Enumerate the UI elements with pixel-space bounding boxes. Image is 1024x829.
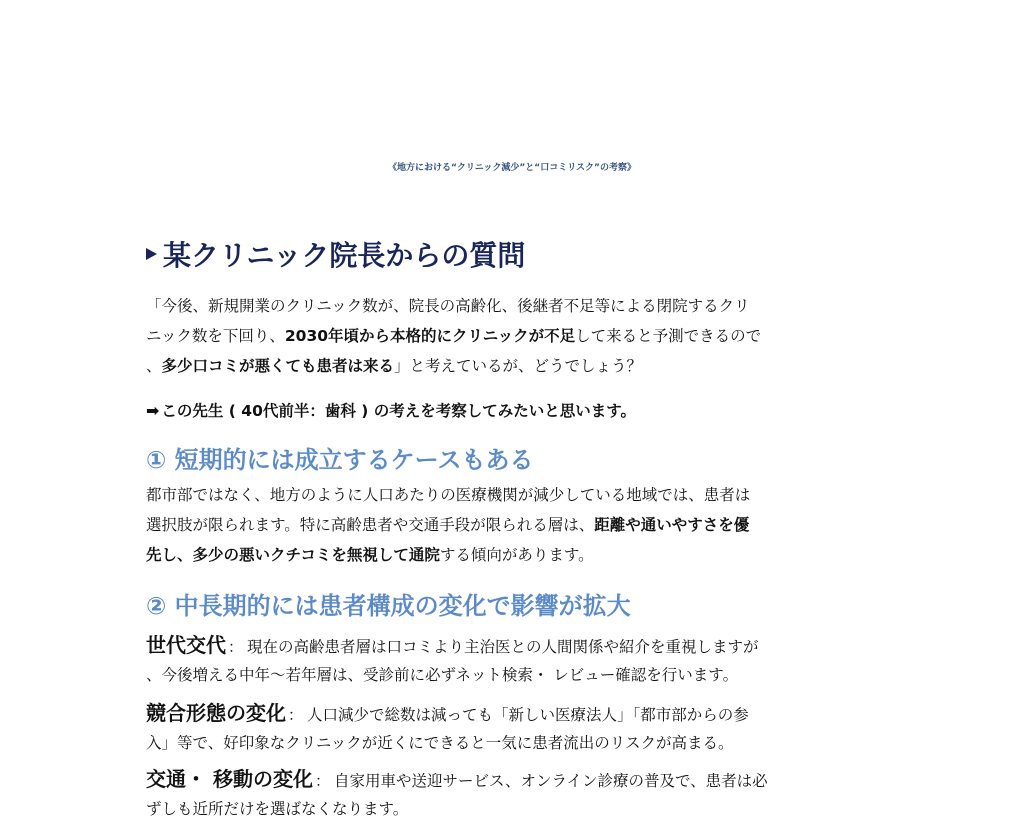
question-line-2: ニック数を下回り、2030年頃から本格的にクリニックが不足して来ると予測できるので: [146, 327, 762, 345]
question-line-1: 「今後、新規開業のクリニック数が、院長の高齢化、後継者不足等による閉院するクリ: [146, 297, 750, 315]
section-1-line-3: 先し、多少の悪いクチコミを無視して通院する傾向があります。: [146, 546, 594, 564]
section-1-line-1: 都市部ではなく、地方のように人口あたりの医療機関が減少している地域では、患者は: [146, 486, 751, 504]
section-2-item-3: [146, 764, 886, 824]
section-2-heading: ② 中長期的には患者構成の変化で影響が拡大: [146, 592, 631, 620]
section-2-item-1-line-1: 世代交代 ： 現在の高齢患者層は口コミより主治医との人間関係や紹介を重視しますが: [146, 633, 759, 657]
question-heading: [146, 234, 525, 274]
section-2-item-3-line-2: ずしも近所だけを選ばなくなります。: [146, 800, 409, 818]
item-term-transport: 交通・ 移動の変化: [146, 767, 313, 791]
section-2-item-3-line-1: 交通・ 移動の変化 ： 自家用車や送迎サービス、オンライン診療の普及で、患者は必: [146, 767, 768, 791]
triangle-bullet-icon: [146, 248, 157, 260]
right-arrow-icon: ➡: [146, 401, 160, 420]
question-emphasis-2030: 2030年頃から本格的にクリニックが不足: [284, 327, 576, 345]
section-2-item-2-line-1: 競合形態の変化 ： 人口減少で総数は減っても「新しい医療法人」「都市部からの参: [146, 701, 749, 725]
question-paragraph: [146, 291, 886, 381]
section-2-item-1-line-2: 、今後増える中年〜若年層は、受診前に必ずネット検索・ レビュー確認を行います。: [146, 666, 739, 684]
section-1-paragraph: [146, 480, 886, 570]
document-title: 《地方における“クリニック減少”と“口コミリスク”の考察》: [388, 163, 636, 173]
item-term-competition: 競合形態の変化: [146, 701, 286, 725]
section-1-line-2: 選択肢が限られます。特に高齢患者や交通手段が限られる層は、距離や通いやすさを優: [146, 516, 750, 534]
section-1-heading: ① 短期的には成立するケースもある: [146, 446, 534, 474]
question-heading-text: 某クリニック院長からの質問: [163, 239, 526, 272]
section-2-item-1: [146, 630, 886, 690]
section-1-emphasis-b: 先し、多少の悪いクチコミを無視して通院: [146, 546, 440, 564]
section-2-item-2: [146, 698, 886, 758]
question-emphasis-reviews: 多少口コミが悪くても患者は来る: [161, 357, 395, 375]
lead-sentence: [146, 396, 636, 426]
question-line-3: 、多少口コミが悪くても患者は来る」と考えているが、どうでしょう？: [146, 357, 643, 375]
item-term-generation: 世代交代: [146, 633, 226, 657]
section-1-emphasis-a: 距離や通いやすさを優: [594, 516, 750, 534]
lead-text: この先生 ( 40代前半：歯科 ) の考えを考察してみたいと思います。: [161, 402, 636, 420]
section-2-item-2-line-2: 入」等で、好印象なクリニックが近くにできると一気に患者流出のリスクが高まる。: [146, 734, 734, 752]
